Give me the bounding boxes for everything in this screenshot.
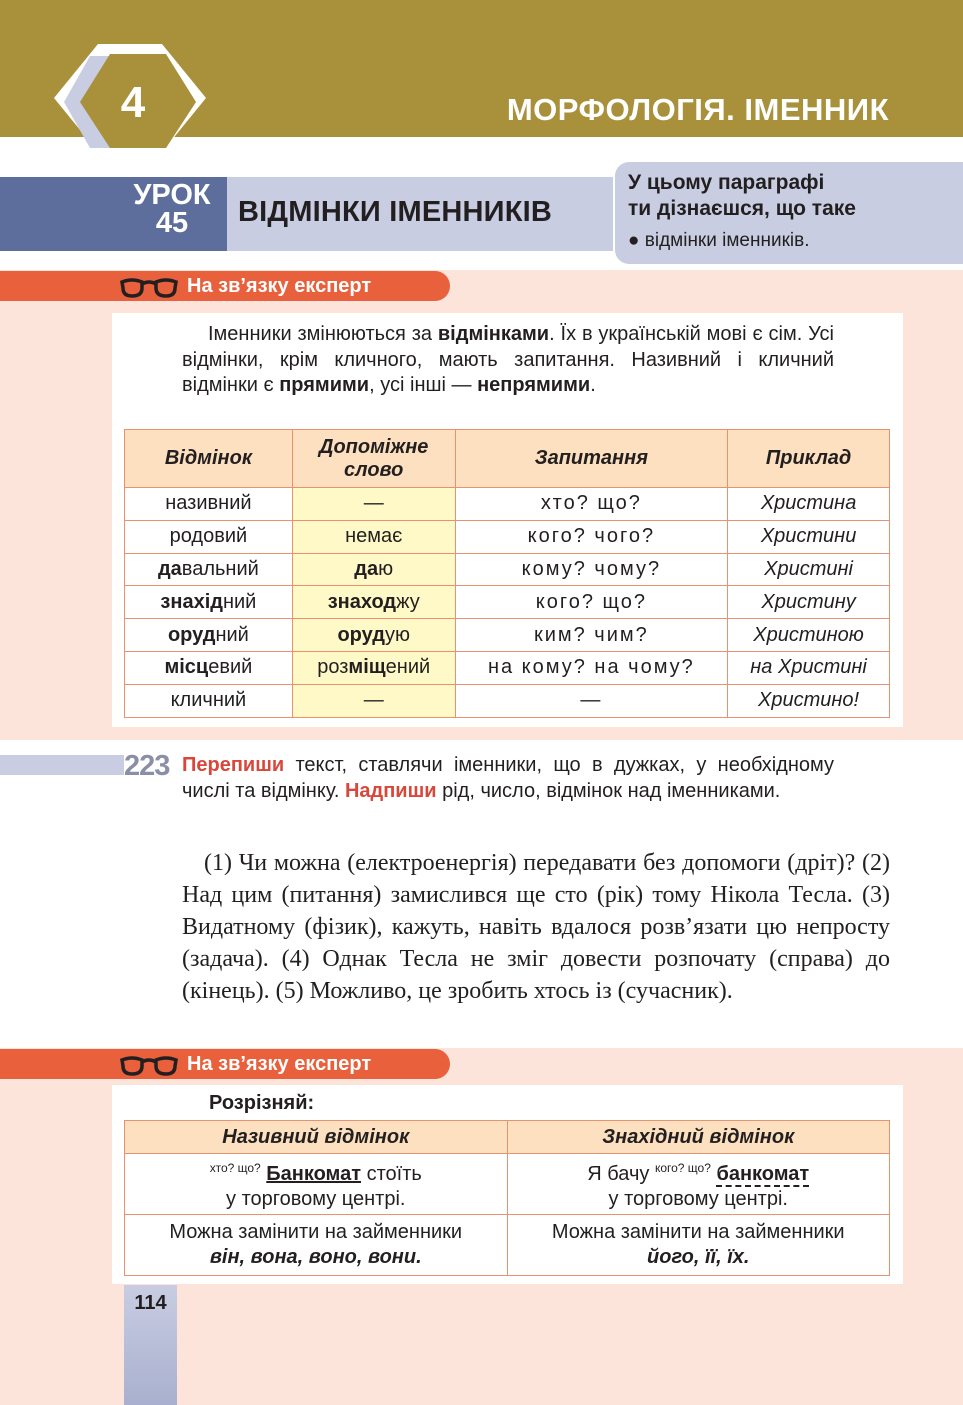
case-name: орудний <box>125 619 293 652</box>
auxiliary-word: знаходжу <box>292 586 455 619</box>
example-text: Я бачу <box>587 1163 655 1185</box>
rule-text-part: . <box>590 374 596 396</box>
rule-text <box>182 322 834 399</box>
goals-line-2: ти дізнаєшся, що таке <box>628 197 856 220</box>
rule-term: прямими <box>279 374 370 396</box>
auxiliary-word: розміщений <box>292 651 455 684</box>
goals-heading <box>628 170 856 222</box>
chapter-number: 4 <box>120 78 146 127</box>
exercise-marker-bar <box>0 755 124 775</box>
example-noun: Банкомат <box>266 1163 362 1185</box>
case-question: — <box>455 684 728 717</box>
auxiliary-word: — <box>292 488 455 521</box>
example-noun: банкомат <box>716 1163 810 1185</box>
auxiliary-word: орудую <box>292 619 455 652</box>
case-example: Христино! <box>728 684 890 717</box>
table-header-row <box>125 1121 890 1154</box>
distinguish-label: Розрізняй: <box>209 1092 315 1114</box>
exercise-verb: Надпиши <box>344 780 437 802</box>
accusative-pronouns <box>507 1215 890 1276</box>
replace-text: Можна замінити на займенники <box>551 1221 845 1243</box>
goals-item: ● відмінки іменників. <box>628 230 810 251</box>
auxiliary-word: немає <box>292 520 455 553</box>
expert-banner-label-1: На зв’язку експерт <box>187 275 372 297</box>
table-row <box>125 1154 890 1215</box>
table-row <box>125 553 890 586</box>
nominative-pronouns <box>125 1215 508 1276</box>
column-header: Приклад <box>728 430 890 488</box>
case-example: Христиною <box>728 619 890 652</box>
case-example: на Христині <box>728 651 890 684</box>
auxiliary-word: даю <box>292 553 455 586</box>
case-example: Христині <box>728 553 890 586</box>
goals-line-1: У цьому параграфі <box>628 171 825 194</box>
exercise-verb: Перепиши <box>182 754 285 776</box>
column-header: Допоміжне слово <box>292 430 455 488</box>
expert-banner-label-2: На зв’язку експерт <box>187 1053 372 1075</box>
page-number: 114 <box>134 1292 167 1314</box>
nominative-example <box>125 1154 508 1215</box>
chapter-title: МОРФОЛОГІЯ. ІМЕННИК <box>506 92 889 127</box>
rule-text-part: , усі інші — <box>369 374 478 396</box>
example-text: стоїть <box>361 1163 422 1185</box>
case-name: називний <box>125 488 293 521</box>
table-row <box>125 586 890 619</box>
case-name: місцевий <box>125 651 293 684</box>
column-header: Знахідний відмінок <box>507 1121 890 1154</box>
exercise-instructions-part: текст, ставлячи іменники, що в дужках, у необхідному числі та відмінку. <box>182 754 834 802</box>
exercise-instructions <box>182 752 834 804</box>
rule-text-part: Іменники змінюються за <box>208 323 438 345</box>
table-row <box>125 684 890 717</box>
question-superscript: хто? що? <box>209 1161 261 1175</box>
lesson-label <box>120 181 224 237</box>
example-text: у торговому центрі. <box>608 1188 788 1210</box>
exercise-paragraph: (1) Чи можна (електроенергія) передавати без допомоги (дріт)? (2) Над цим (питання) замислився ще сто (рік) тому Нікола Тесла. (3) Видатному (фізик), кажуть, навіть вдалося розв’язати цю непросту (задача). (4) Однак Тесла не зміг довести розпочату (справа) до (кінець). (5) Можливо, це зробить хтось із (сучасник). <box>182 850 890 1004</box>
lesson-title: ВІДМІНКИ ІМЕННИКІВ <box>238 196 553 228</box>
lesson-number: 45 <box>155 207 189 239</box>
case-question: хто? що? <box>455 488 728 521</box>
case-example: Христини <box>728 520 890 553</box>
example-text: у торговому центрі. <box>226 1188 406 1210</box>
table-row <box>125 488 890 521</box>
table-row <box>125 619 890 652</box>
rule-term: непрямими <box>477 374 591 396</box>
case-question: кого? що? <box>455 586 728 619</box>
replace-text: Можна замінити на займенники <box>169 1221 463 1243</box>
distinguish-table <box>124 1120 890 1276</box>
case-example: Христина <box>728 488 890 521</box>
rule-text-part: . Їх в українській мові є сім. Усі відмінки, крім кличного, мають запитання. Називний і кличний відмінки є <box>182 323 834 396</box>
rule-term: відмінками <box>437 323 550 345</box>
column-header: Відмінок <box>125 430 293 488</box>
case-name: знахідний <box>125 586 293 619</box>
case-name: родовий <box>125 520 293 553</box>
pronoun-list: він, вона, воно, вони. <box>209 1246 422 1268</box>
table-row <box>125 1215 890 1276</box>
case-question: кому? чому? <box>455 553 728 586</box>
table-row <box>125 651 890 684</box>
case-question: ким? чим? <box>455 619 728 652</box>
column-header: Називний відмінок <box>125 1121 508 1154</box>
exercise-instructions-part: рід, число, відмінок над іменниками. <box>436 780 781 802</box>
pronoun-list: його, її, їх. <box>647 1246 750 1268</box>
accusative-example <box>507 1154 890 1215</box>
case-name: кличний <box>125 684 293 717</box>
glasses-icon <box>120 1052 178 1078</box>
case-example: Христину <box>728 586 890 619</box>
cases-table <box>124 429 890 718</box>
case-question: кого? чого? <box>455 520 728 553</box>
lesson-word: УРОК <box>133 179 211 211</box>
exercise-number: 223 <box>124 750 170 782</box>
table-row <box>125 520 890 553</box>
exercise-text <box>182 847 890 1007</box>
question-superscript: кого? що? <box>654 1161 711 1175</box>
glasses-icon <box>120 274 178 300</box>
auxiliary-word: — <box>292 684 455 717</box>
table-header-row <box>125 430 890 488</box>
case-name: давальний <box>125 553 293 586</box>
case-question: на кому? на чому? <box>455 651 728 684</box>
column-header: Запитання <box>455 430 728 488</box>
